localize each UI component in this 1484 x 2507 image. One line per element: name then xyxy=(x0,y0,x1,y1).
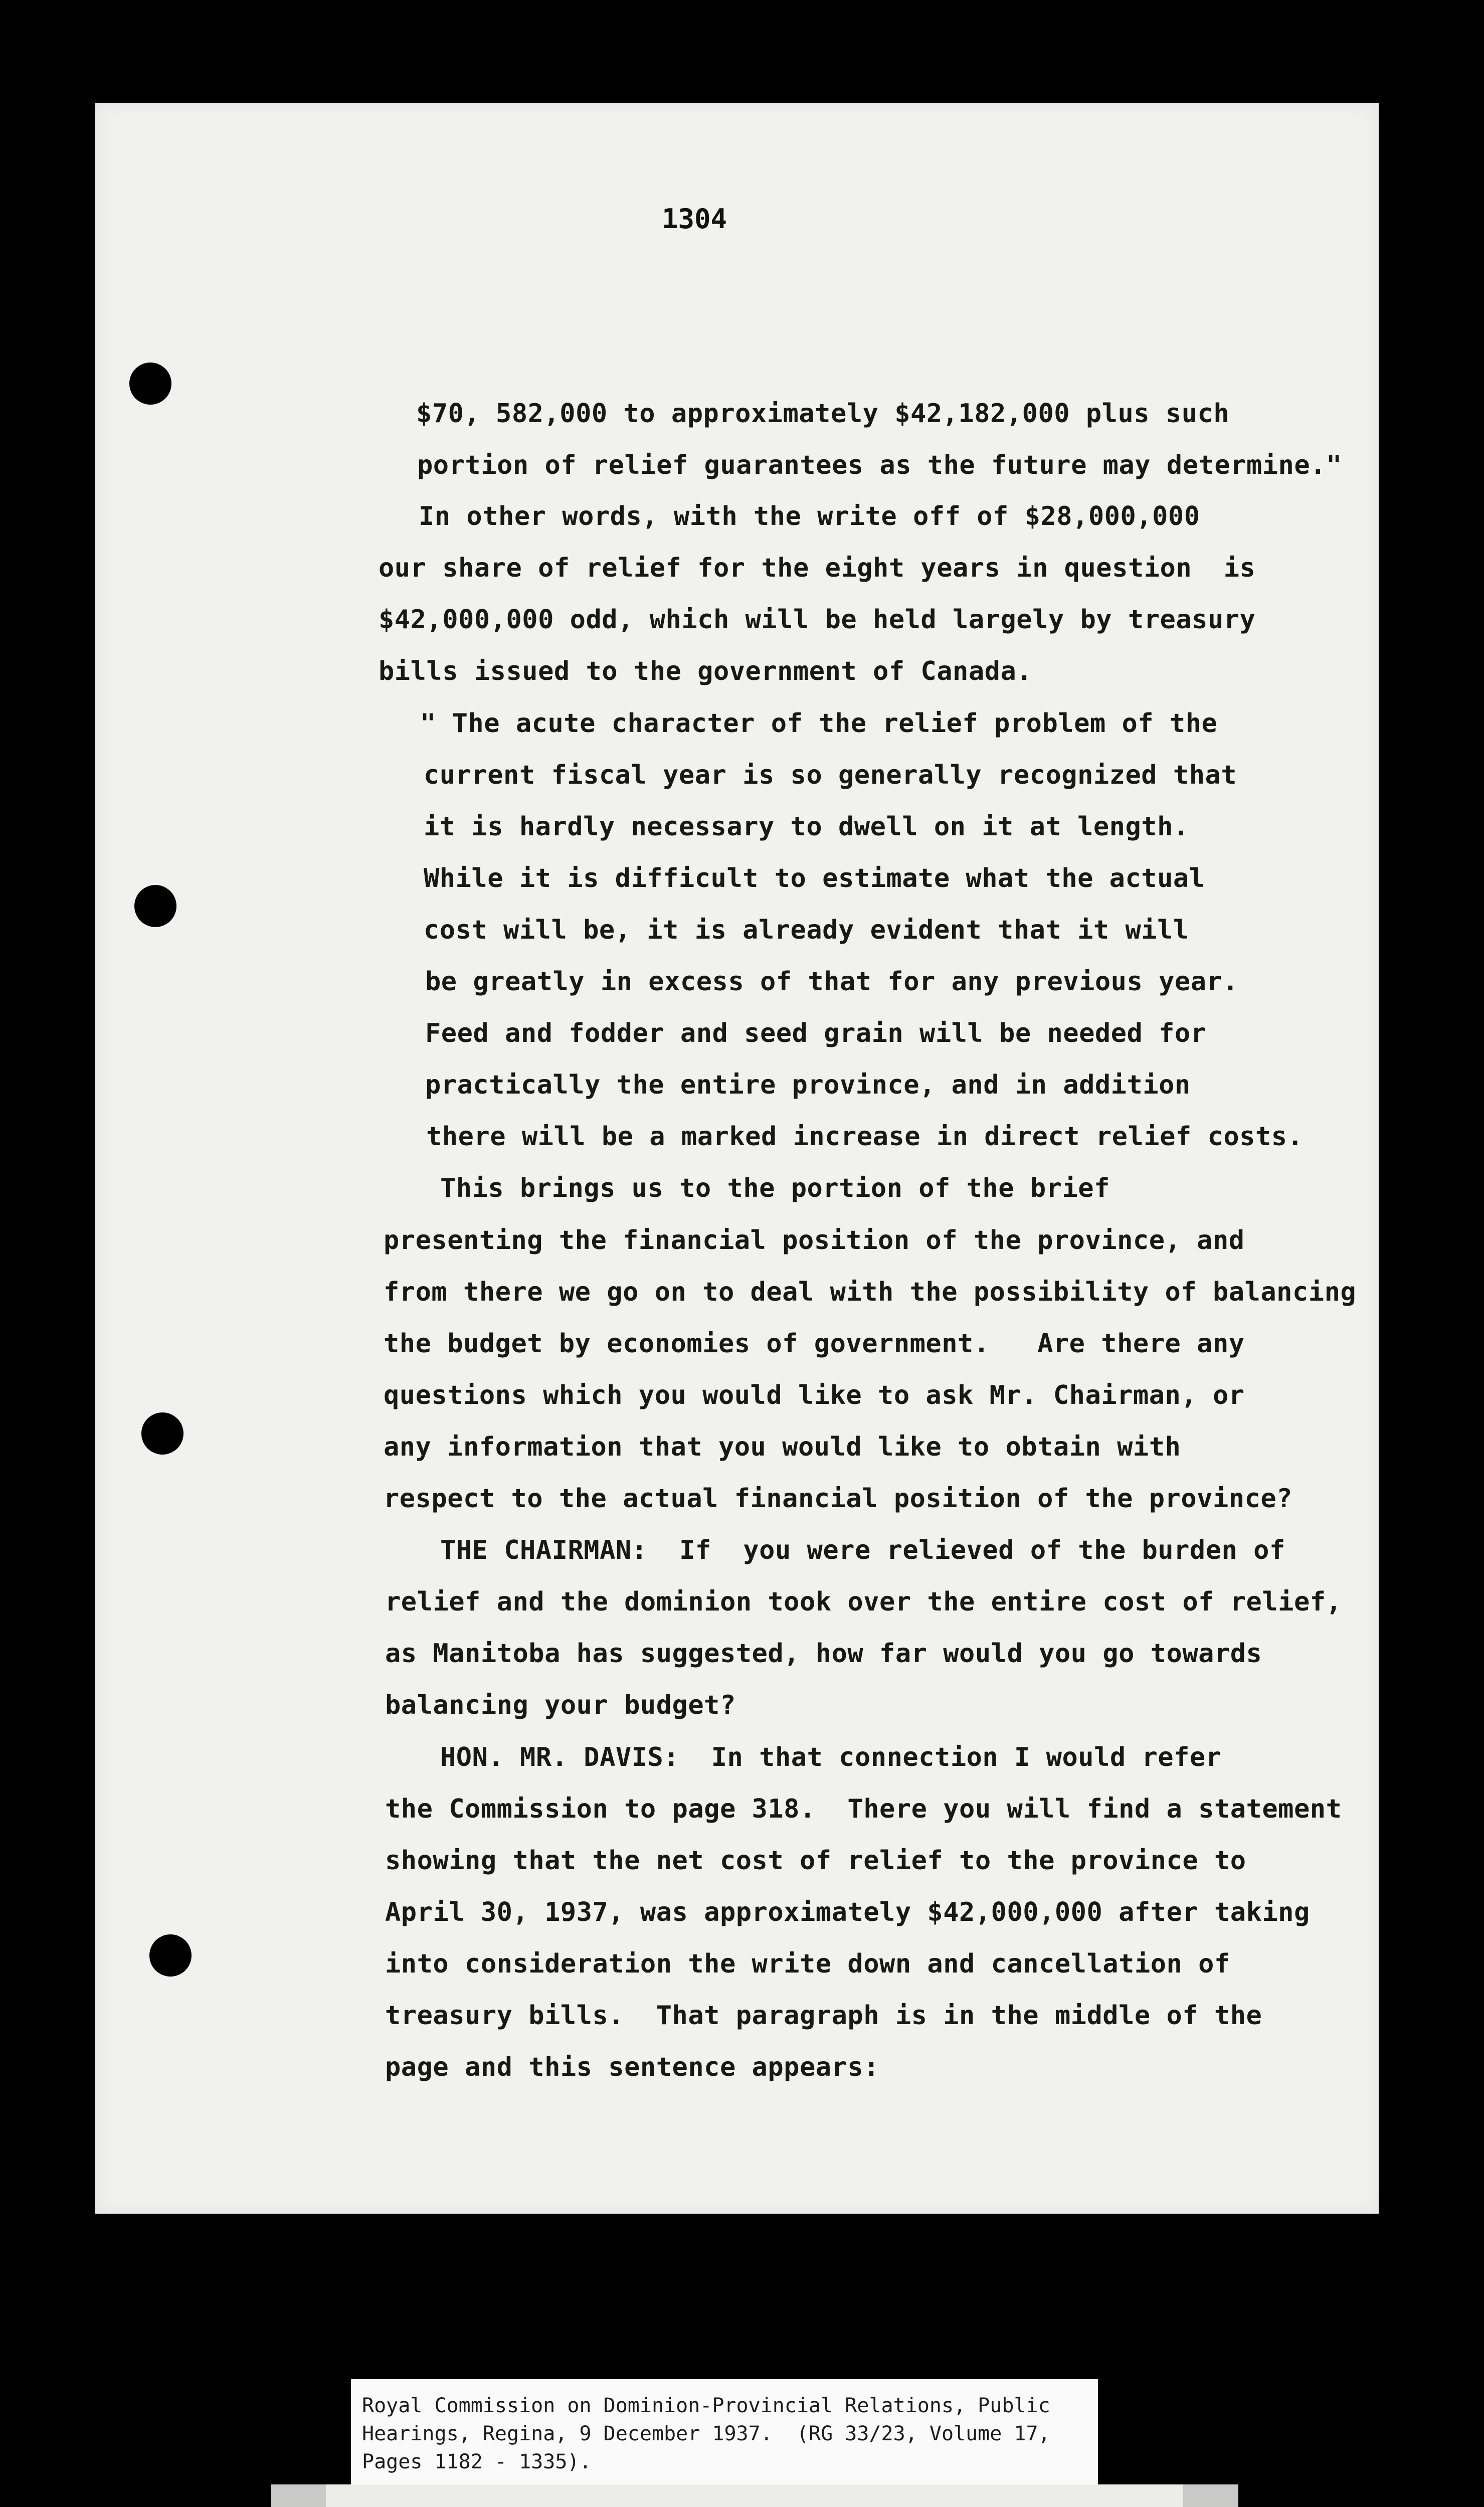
text-line: cost will be, it is already evident that it will xyxy=(424,915,1189,945)
text-line: $70, 582,000 to approximately $42,182,000 plus such xyxy=(416,399,1230,429)
text-line: THE CHAIRMAN: If you were relieved of the burden of xyxy=(440,1535,1285,1565)
stamp-edge xyxy=(271,2484,326,2507)
stamp-edge xyxy=(1183,2484,1238,2507)
text-line: there will be a marked increase in direct relief costs. xyxy=(426,1122,1304,1152)
text-line: the Commission to page 318. There you will find a statement xyxy=(385,1794,1342,1824)
archive-label-line: Pages 1182 - 1335). xyxy=(362,2450,592,2473)
text-line: While it is difficult to estimate what the actual xyxy=(424,863,1205,893)
text-line: $42,000,000 odd, which will be held largely by treasury xyxy=(379,605,1256,635)
text-line: This brings us to the portion of the brief xyxy=(440,1173,1110,1203)
text-line: our share of relief for the eight years in question is xyxy=(379,553,1256,583)
text-line: relief and the dominion took over the entire cost of relief, xyxy=(385,1587,1342,1617)
text-line: page and this sentence appears: xyxy=(385,2052,880,2082)
text-line: April 30, 1937, was approximately $42,000,000 after taking xyxy=(385,1897,1310,1927)
text-line: Feed and fodder and seed grain will be needed for xyxy=(425,1018,1207,1048)
text-line: from there we go on to deal with the possibility of balancing xyxy=(384,1277,1357,1307)
text-line: showing that the net cost of relief to the province to xyxy=(385,1846,1246,1876)
text-line: it is hardly necessary to dwell on it at length. xyxy=(424,812,1189,842)
punch-hole xyxy=(129,363,171,405)
archive-label-line: Hearings, Regina, 9 December 1937. (RG 33/23, Volume 17, xyxy=(362,2422,1050,2445)
text-line: portion of relief guarantees as the future may determine." xyxy=(417,450,1342,480)
text-line: bills issued to the government of Canada. xyxy=(379,656,1033,686)
punch-hole xyxy=(134,885,176,927)
text-line: practically the entire province, and in addition xyxy=(425,1070,1191,1100)
punch-hole xyxy=(141,1412,183,1455)
text-line: current fiscal year is so generally recognized that xyxy=(424,760,1237,790)
text-line: any information that you would like to obtain with xyxy=(384,1432,1181,1462)
text-line: presenting the financial position of the province, and xyxy=(384,1225,1245,1256)
text-line: questions which you would like to ask Mr. Chairman, or xyxy=(384,1380,1245,1410)
text-line: " The acute character of the relief problem of the xyxy=(420,708,1218,739)
text-line: treasury bills. That paragraph is in the middle of the xyxy=(385,2001,1262,2031)
text-line: into consideration the write down and cancellation of xyxy=(385,1949,1230,1979)
archive-label-card xyxy=(351,2379,1098,2484)
punch-hole xyxy=(149,1934,192,1977)
archive-label-line: Royal Commission on Dominion-Provincial Relations, Public xyxy=(362,2394,1050,2417)
text-line: In other words, with the write off of $28,000,000 xyxy=(419,501,1200,531)
text-line: the budget by economies of government. Are there any xyxy=(384,1329,1245,1359)
text-line: be greatly in excess of that for any previous year. xyxy=(425,967,1239,997)
page-number: 1304 xyxy=(662,203,727,235)
text-line: as Manitoba has suggested, how far would you go towards xyxy=(385,1639,1262,1669)
archives-stamp xyxy=(271,2484,1238,2507)
text-line: balancing your budget? xyxy=(385,1690,736,1720)
text-line: HON. MR. DAVIS: In that connection I would refer xyxy=(440,1742,1222,1772)
text-line: respect to the actual financial position of the province? xyxy=(384,1484,1292,1514)
